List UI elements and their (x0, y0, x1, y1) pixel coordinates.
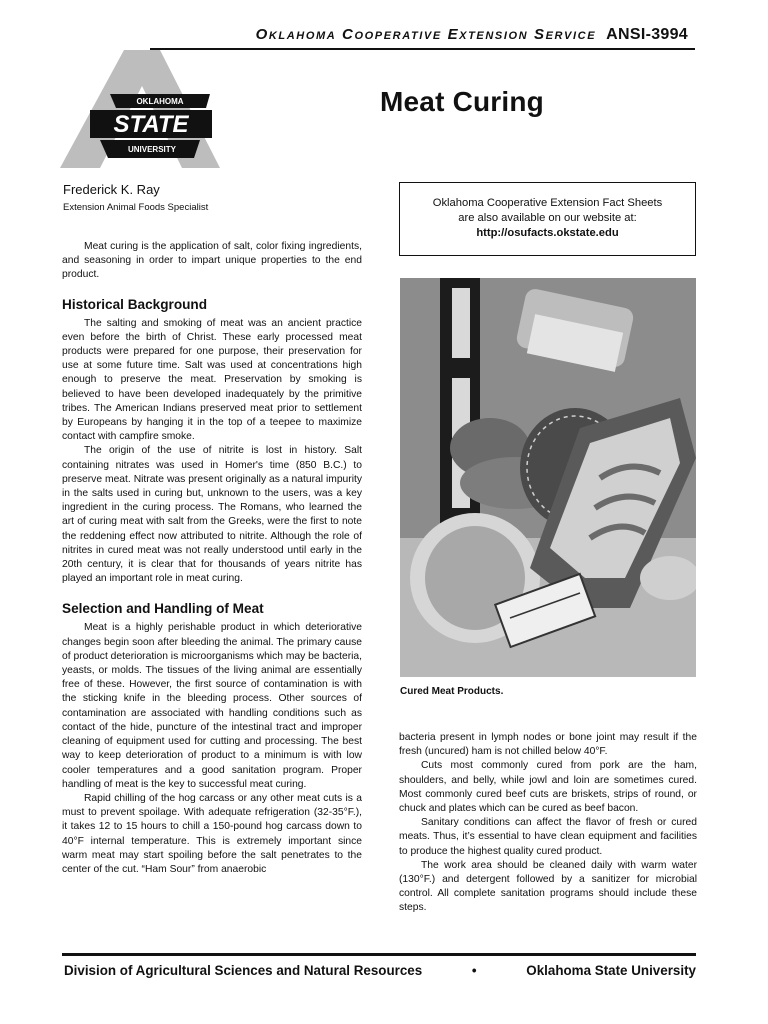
osu-logo (60, 46, 220, 172)
photo-caption: Cured Meat Products. (400, 686, 504, 697)
logo-university-text: UNIVERSITY (127, 145, 177, 154)
footer (64, 963, 696, 978)
paragraph: The salting and smoking of meat was an ancient practice even before the birth of Christ. These early processed meat products were prepared for one purpose, their preservation for use at some future time. Salt was used at concentrations high enough to preserve the meat. Preservation by smoking is believed to have been developed inadequately by the primitive tribes. The American Indians preserved meat prior to settlement by Europeans by hanging it in the top of a teepee to maximize contact with campfire smoke. (62, 317, 362, 443)
logo-state-text: STATE (113, 111, 189, 138)
paragraph: The work area should be cleaned daily with warm water (130°F.) and detergent followed by a sanitizer for microbial control. All complete sanitation programs should include these steps. (399, 859, 697, 914)
fact-sheet-code: ANSI-3994 (606, 26, 688, 43)
intro-paragraph: Meat curing is the application of salt, color fixing ingredients, and seasoning in order to impart unique properties to the end product. (62, 241, 362, 281)
footer-divider (62, 953, 696, 956)
paragraph: Cuts most commonly cured from pork are the ham, shoulders, and belly, while jowl and loin are sometimes cured. Most commonly cured beef cuts are briskets, strips of round, or chuck and plates which can be cured as beef bacon. (399, 760, 697, 815)
paragraph: bacteria present in lymph nodes or bone joint may result if the fresh (uncured) ham is not chilled below 40°F. (399, 732, 697, 758)
footer-university: Oklahoma State University (526, 963, 696, 978)
logo-oklahoma-text: OKLAHOMA (136, 97, 184, 106)
cured-meat-photo (400, 278, 696, 677)
website-notice-box (399, 182, 696, 256)
left-column (62, 240, 362, 877)
paragraph: The origin of the use of nitrite is lost in history. Salt containing nitrates was used in Homer's time (850 B.C.) to preserve meat. Nitrate was present originally as a natural impurity in the salts used in curing but, unknown to the users, was a key ingredient in the curing process. The Romans, who learned the art of curing meat with salt from the Greeks, were the first to note the reddening effect now attributed to nitrite. Although the role of nitrites in cured meat was not really understood until early in the 20th century, it is clear that for thousands of years nitrite has played an important role in meat curing. (62, 445, 362, 585)
paragraph: Rapid chilling of the hog carcass or any other meat cuts is a must to prevent spoilage. With adequate refrigeration (32-35°F.), it takes 12 to 15 hours to chill a 150-pound hog carcass down to 40°F internal temperature. This is extremely important since warm meat may start spoiling before the salt penetrates to the center of the cut. “Ham Sour” from anaerobic (62, 792, 362, 875)
author-name: Frederick K. Ray (63, 182, 160, 197)
footer-division: Division of Agricultural Sciences and Natural Resources (64, 963, 423, 978)
paragraph: Sanitary conditions can affect the flavor of fresh or cured meats. Thus, it’s essential to have clean equipment and facilities to produce the highest quality cured product. (399, 817, 697, 857)
section-heading-historical: Historical Background (62, 296, 208, 312)
section-heading-selection: Selection and Handling of Meat (62, 601, 264, 617)
notice-line-2: are also available on our website at: (458, 212, 637, 224)
header-divider (150, 48, 695, 50)
author-title: Extension Animal Foods Specialist (63, 202, 209, 213)
paragraph: Meat is a highly perishable product in which deteriorative changes begin soon after bleeding the animal. The primary cause of product deterioration is microorganisms which may be bacteria, yeasts, or molds. The tissues of the living animal are essentially free of these. However, the first source of contamination is with the sticking knife in the bleeding process. Other sources of contamination are associated with handling conditions such as contact of the hide, puncture of the intestinal tract and improper cleaning of equipment used for cutting and processing. The best way to keep deterioration of product to a minimum is with low cooler temperatures and a good sanitation program. Proper handling of meat is the key to successful meat curing. (62, 622, 362, 790)
footer-separator: • (471, 963, 477, 978)
series-name: Oklahoma Cooperative Extension Service (255, 26, 597, 43)
right-column (399, 731, 697, 916)
page-title: Meat Curing (380, 86, 544, 117)
website-link[interactable]: http://osufacts.okstate.edu (476, 227, 619, 239)
notice-line-1: Oklahoma Cooperative Extension Fact Sheets (432, 197, 663, 209)
series-header (148, 26, 688, 48)
